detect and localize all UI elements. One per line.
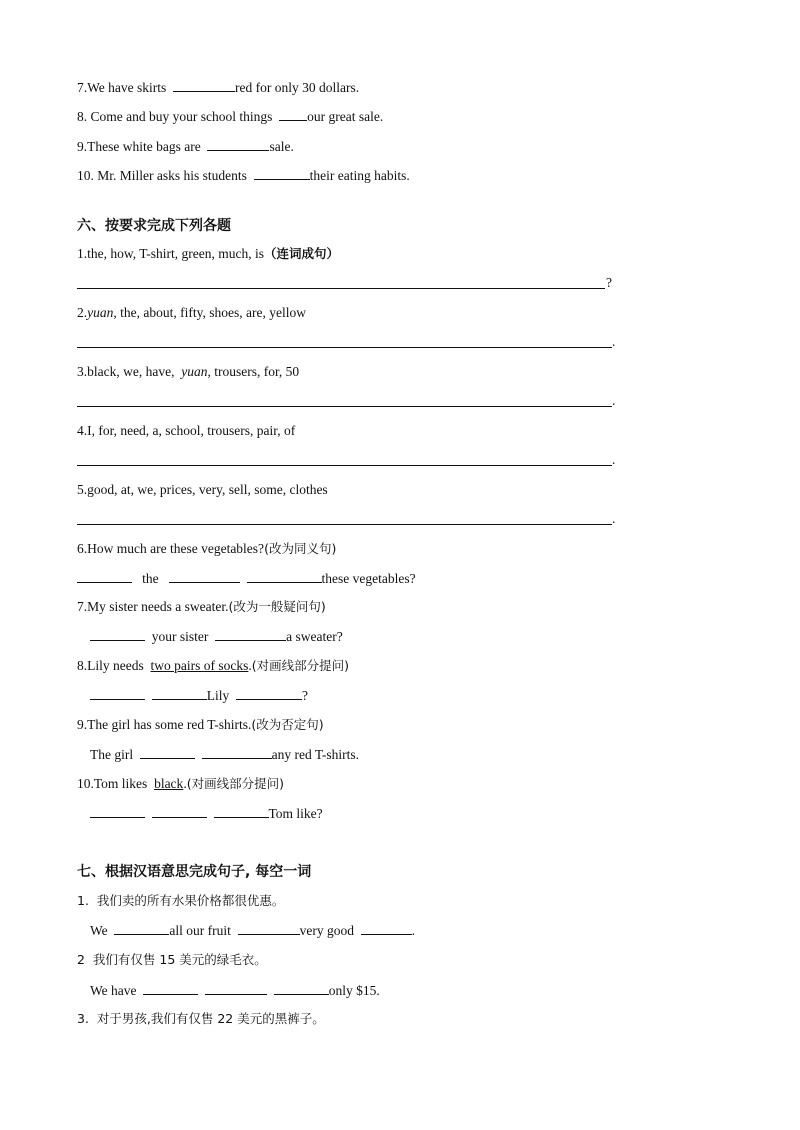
section-6-title: 六、按要求完成下列各题 xyxy=(77,218,231,234)
answer-text: Tom like? xyxy=(268,806,323,821)
end-mark: . xyxy=(612,393,616,408)
question-text: 8. Come and buy your school things xyxy=(77,109,280,124)
end-mark: . xyxy=(612,511,616,526)
underlined-phrase: two pairs of socks xyxy=(150,658,249,673)
answer-line[interactable] xyxy=(77,406,612,407)
question-6-8 xyxy=(77,658,349,674)
question-6-7 xyxy=(77,599,326,615)
question-text: our great sale. xyxy=(307,109,384,124)
question-7-1: 1. 我们卖的所有水果价格都很优惠。 xyxy=(77,893,285,908)
answer-6-8 xyxy=(90,687,308,704)
end-mark: . xyxy=(612,334,616,349)
question-text: 10. Mr. Miller asks his students xyxy=(77,168,254,183)
question-6-9 xyxy=(77,717,324,733)
question-text: 9.These white bags are xyxy=(77,139,208,154)
answer-blank[interactable] xyxy=(274,982,329,995)
answer-6-7 xyxy=(90,628,343,645)
question-6-10 xyxy=(77,776,284,792)
question-number: 2. xyxy=(77,305,88,320)
instruction-note: (对画线部分提问) xyxy=(251,658,350,673)
answer-blank[interactable] xyxy=(152,805,207,818)
answer-blank[interactable] xyxy=(173,79,235,92)
question-text: . xyxy=(248,658,252,673)
answer-text: Lily xyxy=(206,688,236,703)
question-6-4: 4.I, for, need, a, school, trousers, pair, of xyxy=(77,423,296,438)
answer-blank[interactable] xyxy=(254,167,310,180)
answer-blank[interactable] xyxy=(90,805,145,818)
answer-text: very good xyxy=(299,923,361,938)
answer-blank[interactable] xyxy=(202,746,272,759)
answer-blank[interactable] xyxy=(279,108,307,121)
question-5-8 xyxy=(77,108,383,125)
answer-text: The girl xyxy=(90,747,140,762)
answer-6-9 xyxy=(90,746,359,763)
answer-text: only $15. xyxy=(328,983,380,998)
answer-blank[interactable] xyxy=(247,570,322,583)
question-text: 10.Tom likes xyxy=(77,776,155,791)
question-6-1 xyxy=(77,246,339,262)
question-5-10 xyxy=(77,167,410,184)
answer-line[interactable] xyxy=(77,347,612,348)
answer-blank[interactable] xyxy=(207,138,269,151)
answer-blank[interactable] xyxy=(169,570,240,583)
question-text: 9.The girl has some red T-shirts. xyxy=(77,717,252,732)
question-7-2: 2 我们有仅售 15 美元的绿毛衣。 xyxy=(77,952,267,967)
answer-blank[interactable] xyxy=(205,982,267,995)
answer-line[interactable] xyxy=(77,288,605,289)
answer-7-2 xyxy=(90,982,380,999)
answer-blank[interactable] xyxy=(90,628,145,641)
question-5-9 xyxy=(77,138,294,155)
question-6-2 xyxy=(77,305,306,321)
answer-blank[interactable] xyxy=(214,805,269,818)
section-7-title: 七、根据汉语意思完成句子, 每空一词 xyxy=(77,864,312,880)
question-text: , the, about, fifty, shoes, are, yellow xyxy=(113,305,306,320)
question-text: , trousers, for, 50 xyxy=(207,364,300,379)
question-text: 6.How much are these vegetables? xyxy=(77,541,265,556)
answer-line[interactable] xyxy=(77,465,612,466)
question-6-3 xyxy=(77,364,299,380)
question-6-5: 5.good, at, we, prices, very, sell, some, clothes xyxy=(77,482,328,497)
answer-text: . xyxy=(411,923,416,938)
answer-blank[interactable] xyxy=(114,922,169,935)
answer-text: the xyxy=(138,571,162,586)
answer-blank[interactable] xyxy=(77,570,132,583)
instruction-note: （连词成句） xyxy=(263,246,339,261)
answer-text: We xyxy=(90,923,115,938)
answer-text: a sweater? xyxy=(286,629,343,644)
answer-blank[interactable] xyxy=(90,687,145,700)
underlined-phrase: black xyxy=(154,776,184,791)
answer-text: all our fruit xyxy=(169,923,238,938)
answer-6-10 xyxy=(90,805,323,822)
answer-text: any red T-shirts. xyxy=(271,747,359,762)
question-text: 7.My sister needs a sweater. xyxy=(77,599,229,614)
instruction-note: (改为同义句) xyxy=(264,541,337,556)
answer-blank[interactable] xyxy=(236,687,302,700)
answer-blank[interactable] xyxy=(143,982,198,995)
question-text: 7.We have skirts xyxy=(77,80,174,95)
answer-blank[interactable] xyxy=(238,922,300,935)
question-5-7 xyxy=(77,79,359,96)
question-text: . xyxy=(183,776,187,791)
answer-blank[interactable] xyxy=(361,922,412,935)
answer-text: these vegetables? xyxy=(321,571,416,586)
answer-7-1 xyxy=(90,922,415,939)
instruction-note: (改为否定句) xyxy=(251,717,324,732)
end-mark: ? xyxy=(606,275,612,290)
answer-text: ? xyxy=(302,688,308,703)
answer-line[interactable] xyxy=(77,524,612,525)
question-text: their eating habits. xyxy=(309,168,410,183)
question-text: 3.black, we, have, xyxy=(77,364,182,379)
instruction-note: (改为一般疑问句) xyxy=(228,599,326,614)
answer-text: your sister xyxy=(145,629,216,644)
answer-blank[interactable] xyxy=(152,687,207,700)
italic-word: yuan xyxy=(181,364,208,379)
question-text: sale. xyxy=(269,139,294,154)
end-mark: . xyxy=(612,452,616,467)
question-text: 1.the, how, T-shirt, green, much, is xyxy=(77,246,264,261)
instruction-note: (对画线部分提问) xyxy=(186,776,284,791)
question-text: red for only 30 dollars. xyxy=(235,80,360,95)
question-7-3: 3. 对于男孩,我们有仅售 22 美元的黑裤子。 xyxy=(77,1011,325,1026)
italic-word: yuan xyxy=(87,305,114,320)
answer-blank[interactable] xyxy=(215,628,286,641)
answer-text: We have xyxy=(90,983,144,998)
answer-6-6 xyxy=(77,570,416,587)
question-6-6 xyxy=(77,541,336,557)
answer-blank[interactable] xyxy=(140,746,195,759)
question-text: 8.Lily needs xyxy=(77,658,151,673)
